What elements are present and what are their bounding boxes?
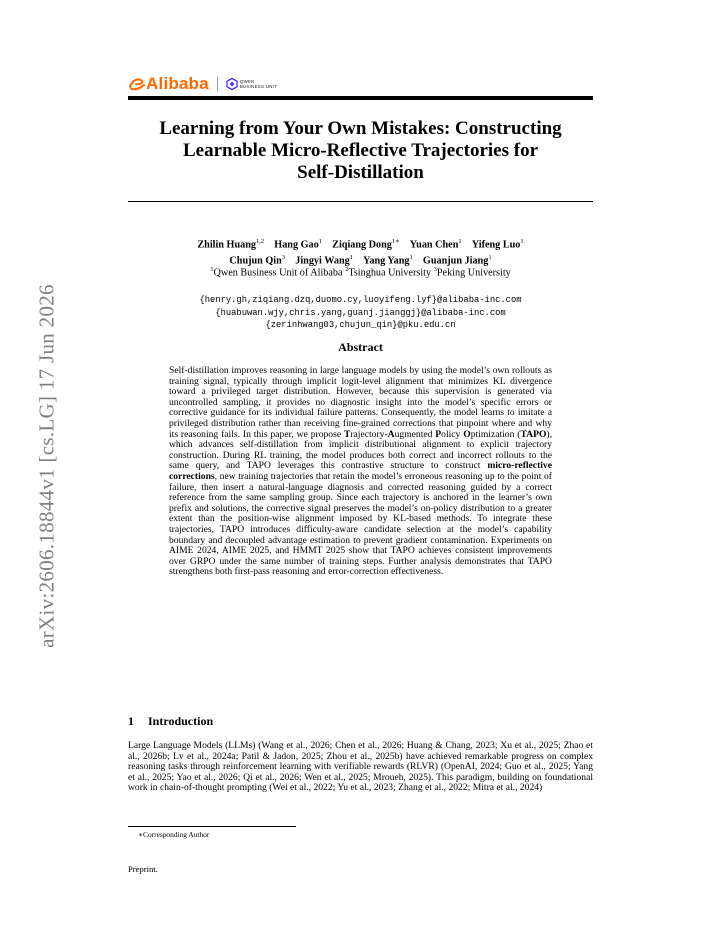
alibaba-logo — [128, 74, 277, 94]
affil-text: Tsinghua University — [348, 267, 434, 279]
author-name: Jingyi Wang — [295, 255, 350, 267]
logo-divider — [217, 77, 218, 91]
section-title: Introduction — [148, 714, 214, 728]
abstract-text: rajectory- — [350, 428, 388, 440]
author-name: Yuan Chen — [409, 239, 459, 251]
author-name: Ziqiang Dong — [332, 239, 392, 251]
email-line[interactable]: {henry.gh,ziqiang.dzq,duomo.cy,luoyifeng.lyf}@alibaba-inc.com — [199, 295, 522, 305]
author-affil-mark: 3 — [281, 254, 286, 262]
alibaba-smile-icon — [128, 77, 146, 91]
abstract-body — [169, 366, 552, 578]
acronym-letter: O — [463, 428, 471, 440]
preprint-label: Preprint. — [128, 864, 158, 874]
acronym-letter: P — [435, 428, 442, 440]
section-number: 1 — [128, 714, 134, 728]
paper-title — [128, 118, 593, 184]
affil-mark: 1 — [210, 266, 214, 273]
author-name: Hang Gao — [274, 239, 319, 251]
footnote: ∗Corresponding Author — [138, 830, 210, 839]
title-line-3: Self-Distillation — [297, 162, 424, 183]
abstract-text: , new training trajectories that retain the model’s erroneous reasoning up to the point of failure, then insert a natural-language diagnosis and corrected reasoning guided by a correct reference from the same sampling group. Since each trajectory is anchored in the learner’s own prefix and solutions, the corrective signal preserves the model’s on-policy distribution to a greater extent than the position-wise alignment imposed by KL-based methods. To integrate these trajectories, TAPO introduces difficulty-aware candidate selection at the model’s capability boundary and decoupled advantage estimation to prevent gradient contamination. Experiments on AIME 2024, AIME 2025, and HMMT 2025 show that TAPO achieves consistent improvements over GRPO under the same number of training steps. Further analysis demonstrates that TAPO strengthens both first-pass reasoning and error-correction effectiveness. — [169, 470, 552, 578]
author-affil-mark: 1 — [488, 254, 492, 262]
title-line-2: Learnable Micro-Reflective Trajectories for — [182, 140, 539, 161]
author-name: Yang Yang — [363, 255, 410, 267]
abstract-text: ugmented — [394, 428, 436, 440]
email-line[interactable]: {zerinhwang03,chujun_qin}@pku.edu.cn — [265, 320, 456, 330]
affil-mark: 3 — [433, 266, 437, 273]
author-name: Guanjun Jiang — [422, 255, 489, 267]
title-bottom-rule — [128, 201, 593, 202]
intro-paragraph: Large Language Models (LLMs) (Wang et al., 2026; Chen et al., 2026; Huang & Chang, 2023; Xu et al., 2025; Zhao et al., 2026b; Lv et al., 2024a; Patil & Jadon, 2025; Zhou et al., 2025b) have achieved remarkable progress on complex reasoning tasks through reinforcement learning with verifiable rewards (RLVR) (OpenAI, 2024; Guo et al., 2025; Yang et al., 2025; Yao et al., 2026; Qi et al., 2026; Wen et al., 2025; Mroueh, 2025). This paradigm, building on foundational work in chain-of-thought prompting (Wei et al., 2022; Yu et al., 2023; Zhang et al., 2022; Mitra et al., 2024) — [128, 740, 593, 794]
author-affil-mark: 1∗ — [391, 238, 400, 245]
author-name: Yifeng Luo — [471, 239, 521, 251]
author-affil-mark: 1 — [349, 254, 353, 262]
logo-text: Alibaba — [146, 74, 209, 93]
abstract-text: ), which advances self-distillation from implicit distributional alignment to explicit trajectory construction. During RL training, the model produces both correct and incorrect rollouts to the same query, and TAPO leverages this contrastive structure to construct — [169, 428, 552, 472]
key-term: micro-reflective corrections — [169, 460, 552, 482]
email-list — [128, 294, 593, 332]
author-affil-mark: 1,2 — [255, 238, 265, 245]
author-affil-mark: 1 — [318, 238, 322, 245]
affil-text: Qwen Business Unit of Alibaba — [213, 267, 346, 279]
author-line-1 — [128, 235, 593, 251]
title-top-rule — [128, 96, 593, 100]
method-acronym: TAPO — [520, 428, 547, 440]
title-line-1: Learning from Your Own Mistakes: Constructing — [159, 118, 562, 139]
affil-text: Peking University — [436, 267, 511, 279]
author-list — [128, 235, 593, 268]
badge-line-1: QWEN — [239, 79, 255, 84]
author-affil-mark: 1 — [458, 238, 462, 245]
qwen-logo-icon — [226, 78, 238, 90]
abstract-text: ptimization ( — [470, 428, 521, 440]
acronym-letter: A — [387, 428, 395, 440]
abstract-heading: Abstract — [338, 340, 383, 354]
footnote-rule — [128, 826, 296, 827]
abstract-text: olicy — [441, 428, 464, 440]
affiliations — [128, 266, 593, 278]
section-heading — [128, 714, 213, 729]
qwen-business-unit-badge — [226, 78, 277, 90]
qwen-badge-text — [240, 79, 277, 89]
alibaba-wordmark — [128, 74, 209, 94]
affil-mark: 2 — [345, 266, 349, 273]
author-name: Chujun Qin — [229, 255, 282, 267]
author-affil-mark: 1 — [409, 254, 413, 262]
acronym-letter: T — [343, 428, 351, 440]
abstract-text: Self-distillation improves reasoning in large language models by using the model’s own rollouts as training signal, typically through implicit logit-level alignment that minimizes KL divergence toward a privileged target distribution. However, because this supervision is generated via uncontrolled sampling, it provides no diagnostic insight into the model’s specific errors or corrective guidance for its individual failure patterns. Consequently, the model learns to imitate a privileged distribution rather than receiving fine-grained corrections that pinpoint where and why its reasoning fails. In this paper, we propose — [169, 365, 552, 440]
author-name: Zhilin Huang — [197, 239, 256, 251]
author-affil-mark: 1 — [520, 238, 524, 245]
arxiv-stamp: arXiv:2606.18844v1 [cs.LG] 17 Jun 2026 — [34, 284, 59, 648]
email-line[interactable]: {huabuwan.wjy,chris.yang,guanj.jianggj}@alibaba-inc.com — [215, 307, 506, 318]
badge-line-2: BUSINESS UNIT — [239, 84, 277, 89]
